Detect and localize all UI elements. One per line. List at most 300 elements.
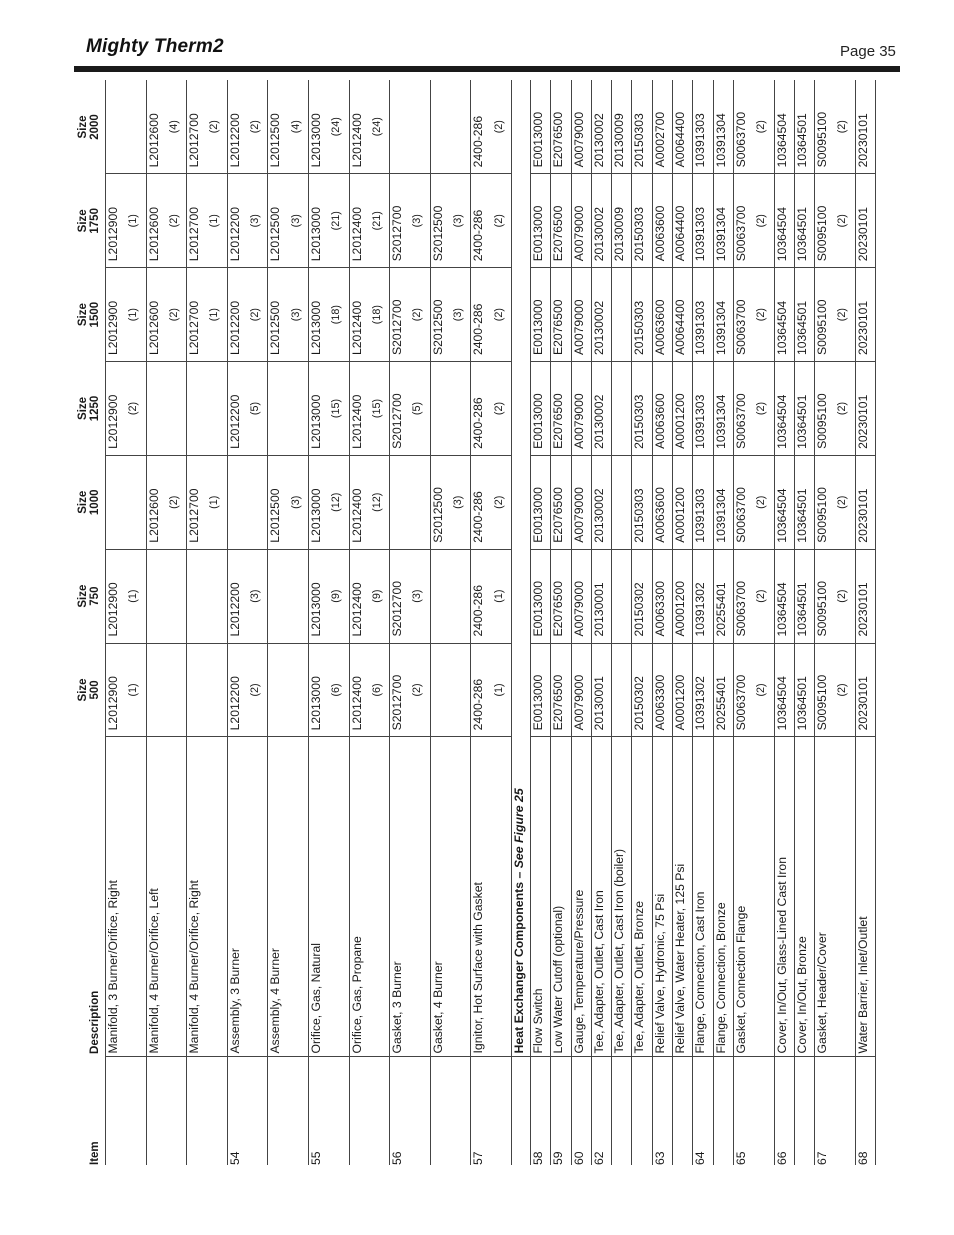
- part-quantity: (5): [409, 362, 430, 456]
- part-quantity: (3): [247, 174, 268, 268]
- quantity-row: [328, 80, 349, 1165]
- item-spacer: [369, 1057, 390, 1165]
- part-quantity: (24): [328, 80, 349, 174]
- part-number: [268, 643, 288, 737]
- part-quantity: (1): [125, 174, 146, 268]
- part-number: A0063600: [652, 362, 672, 456]
- part-number: [187, 549, 207, 643]
- part-quantity: [166, 549, 187, 643]
- part-quantity: [206, 643, 227, 737]
- part-description: Flow Switch: [530, 737, 550, 1057]
- part-number: 10364501: [794, 455, 814, 549]
- table-row: [268, 80, 288, 1165]
- header-size: Size 1000: [77, 489, 101, 516]
- part-number: S2012700: [390, 174, 410, 268]
- part-number: A0079000: [571, 455, 591, 549]
- table-row: [673, 80, 693, 1165]
- part-quantity: (2): [166, 455, 187, 549]
- part-number: L2012700: [187, 455, 207, 549]
- part-quantity: (2): [753, 268, 774, 362]
- part-quantity: (2): [409, 643, 430, 737]
- part-number: 10391303: [693, 174, 713, 268]
- table-row: [774, 80, 794, 1165]
- part-quantity: (2): [491, 455, 512, 549]
- part-number: L2012200: [227, 80, 247, 174]
- parts-table: [77, 80, 876, 1165]
- item-number: 58: [530, 1057, 550, 1165]
- part-number: 10364504: [774, 268, 794, 362]
- part-quantity: [450, 643, 471, 737]
- part-quantity: (1): [206, 455, 227, 549]
- part-number: [106, 455, 126, 549]
- part-number: 10391304: [713, 174, 733, 268]
- part-quantity: (1): [491, 643, 512, 737]
- item-number: [612, 1057, 632, 1165]
- part-quantity: (9): [328, 549, 349, 643]
- item-number: [349, 1057, 369, 1165]
- item-spacer: [206, 1057, 227, 1165]
- header-size: Size 2000: [77, 114, 101, 140]
- part-number: A0001200: [673, 362, 693, 456]
- item-spacer: [511, 1057, 530, 1165]
- part-number: 10391303: [693, 362, 713, 456]
- part-number: 10391302: [693, 643, 713, 737]
- item-number: [673, 1057, 693, 1165]
- part-number: [187, 362, 207, 456]
- part-number: L2012500: [268, 268, 288, 362]
- part-number: 10391304: [713, 80, 733, 174]
- part-number: A0002700: [652, 80, 672, 174]
- parts-table-rotated: [77, 80, 892, 1165]
- part-quantity: (12): [369, 455, 390, 549]
- part-description: Manifold, 4 Burner/Orifice, Right: [187, 737, 207, 1057]
- item-number: 55: [308, 1057, 328, 1165]
- part-description: Assembly, 3 Burner: [227, 737, 247, 1057]
- part-description: Relief Valve, Water Heater, 125 Psi: [673, 737, 693, 1057]
- part-quantity: (2): [834, 174, 855, 268]
- part-number: A0079000: [571, 80, 591, 174]
- part-number: L2012400: [349, 362, 369, 456]
- quantity-row: [450, 80, 471, 1165]
- part-number: 20230101: [855, 80, 875, 174]
- part-quantity: (21): [369, 174, 390, 268]
- table-row: [632, 80, 652, 1165]
- desc-spacer: [491, 737, 512, 1057]
- header-rule: [74, 66, 900, 72]
- item-spacer: [753, 1057, 774, 1165]
- part-number: [430, 80, 450, 174]
- part-quantity: (2): [753, 643, 774, 737]
- header-size: Size 1500: [77, 301, 101, 328]
- part-number: E2076500: [551, 174, 571, 268]
- desc-spacer: [247, 737, 268, 1057]
- part-number: L2012600: [146, 455, 166, 549]
- part-quantity: (3): [450, 268, 471, 362]
- part-number: S0095100: [815, 268, 835, 362]
- part-quantity: (2): [491, 362, 512, 456]
- item-number: [268, 1057, 288, 1165]
- part-number: E2076500: [551, 549, 571, 643]
- table-row: [733, 80, 753, 1165]
- quantity-row: [166, 80, 187, 1165]
- part-quantity: (2): [834, 80, 855, 174]
- item-number: 66: [774, 1057, 794, 1165]
- part-number: A0063300: [652, 549, 672, 643]
- part-quantity: [206, 549, 227, 643]
- table-row: [146, 80, 166, 1165]
- part-number: L2012900: [106, 174, 126, 268]
- table-row: [713, 80, 733, 1165]
- part-number: [430, 549, 450, 643]
- part-number: 20230101: [855, 455, 875, 549]
- table-row: [430, 80, 450, 1165]
- table-row: [815, 80, 835, 1165]
- part-description: Cover, In/Out, Bronze: [794, 737, 814, 1057]
- part-number: 20150302: [632, 643, 652, 737]
- part-number: [612, 268, 632, 362]
- part-number: A0001200: [673, 643, 693, 737]
- part-number: E0013000: [530, 268, 550, 362]
- part-number: E2076500: [551, 362, 571, 456]
- part-number: A0079000: [571, 549, 591, 643]
- part-quantity: (3): [288, 268, 309, 362]
- part-quantity: (6): [369, 643, 390, 737]
- part-quantity: (2): [753, 362, 774, 456]
- desc-spacer: [166, 737, 187, 1057]
- table-row: [227, 80, 247, 1165]
- page-number: Page 35: [840, 43, 896, 60]
- part-quantity: (5): [247, 362, 268, 456]
- section-label: Heat Exchanger Components –: [511, 868, 526, 1054]
- part-number: L2012400: [349, 455, 369, 549]
- part-number: [430, 643, 450, 737]
- part-number: 20130001: [591, 643, 611, 737]
- part-quantity: (12): [328, 455, 349, 549]
- part-quantity: (2): [206, 80, 227, 174]
- part-number: E2076500: [551, 455, 571, 549]
- part-quantity: (2): [491, 268, 512, 362]
- part-quantity: [450, 549, 471, 643]
- part-description: Flange, Connection, Bronze: [713, 737, 733, 1057]
- part-number: L2012400: [349, 643, 369, 737]
- part-number: 20230101: [855, 268, 875, 362]
- item-spacer: [125, 1057, 146, 1165]
- part-number: A0079000: [571, 362, 591, 456]
- part-number: [612, 549, 632, 643]
- item-number: 56: [390, 1057, 410, 1165]
- part-description: Tee, Adapter, Outlet, Cast Iron: [591, 737, 611, 1057]
- part-number: [612, 643, 632, 737]
- part-quantity: [247, 455, 268, 549]
- part-number: 10364504: [774, 549, 794, 643]
- part-number: [106, 80, 126, 174]
- part-number: [227, 455, 247, 549]
- item-number: 67: [815, 1057, 835, 1165]
- part-number: 10364504: [774, 174, 794, 268]
- part-description: Relief Valve, Hydronic, 75 Psi: [652, 737, 672, 1057]
- part-number: S2012700: [390, 643, 410, 737]
- part-number: A0079000: [571, 174, 591, 268]
- part-number: 20130001: [591, 549, 611, 643]
- part-number: E2076500: [551, 80, 571, 174]
- desc-spacer: [328, 737, 349, 1057]
- part-number: 20130002: [591, 80, 611, 174]
- part-number: L2012600: [146, 268, 166, 362]
- part-number: [268, 362, 288, 456]
- section-header-row: [511, 80, 530, 1165]
- part-number: L2012400: [349, 80, 369, 174]
- part-number: 2400-286: [471, 455, 491, 549]
- part-number: L2012200: [227, 549, 247, 643]
- part-quantity: (9): [369, 549, 390, 643]
- part-number: L2012200: [227, 362, 247, 456]
- header-size: Size 1750: [77, 208, 101, 234]
- part-number: A0079000: [571, 643, 591, 737]
- part-quantity: [409, 80, 430, 174]
- part-number: E0013000: [530, 549, 550, 643]
- part-number: L2012600: [146, 80, 166, 174]
- part-quantity: (2): [834, 549, 855, 643]
- part-number: [390, 455, 410, 549]
- desc-spacer: [753, 737, 774, 1057]
- part-number: 10364501: [794, 643, 814, 737]
- part-quantity: [409, 455, 430, 549]
- part-number: S0095100: [815, 174, 835, 268]
- item-spacer: [834, 1057, 855, 1165]
- part-number: [268, 549, 288, 643]
- item-spacer: [450, 1057, 471, 1165]
- part-quantity: (3): [409, 549, 430, 643]
- part-number: S2012500: [430, 174, 450, 268]
- part-number: 10364501: [794, 268, 814, 362]
- desc-spacer: [125, 737, 146, 1057]
- header-description: Description: [89, 990, 101, 1054]
- desc-spacer: [206, 737, 227, 1057]
- part-number: A0063600: [652, 174, 672, 268]
- table-row: [612, 80, 632, 1165]
- part-description: Orifice, Gas, Propane: [349, 737, 369, 1057]
- part-quantity: (1): [125, 268, 146, 362]
- part-quantity: (2): [247, 80, 268, 174]
- item-spacer: [409, 1057, 430, 1165]
- item-spacer: [491, 1057, 512, 1165]
- part-description: Gasket, 3 Burner: [390, 737, 410, 1057]
- table-row: [652, 80, 672, 1165]
- part-number: L2013000: [308, 362, 328, 456]
- part-description: Water Barrier, Inlet/Outlet: [855, 737, 875, 1057]
- table-row: [390, 80, 410, 1165]
- part-number: A0001200: [673, 455, 693, 549]
- part-quantity: (2): [834, 643, 855, 737]
- part-number: S0063700: [733, 455, 753, 549]
- part-number: S0095100: [815, 643, 835, 737]
- part-quantity: [450, 362, 471, 456]
- part-number: A0063600: [652, 455, 672, 549]
- part-number: 10391303: [693, 268, 713, 362]
- part-quantity: (2): [166, 268, 187, 362]
- part-number: 20230101: [855, 643, 875, 737]
- part-number: 20130009: [612, 174, 632, 268]
- part-number: A0079000: [571, 268, 591, 362]
- part-number: A0063300: [652, 643, 672, 737]
- part-number: E0013000: [530, 362, 550, 456]
- part-quantity: (4): [288, 80, 309, 174]
- quantity-row: [753, 80, 774, 1165]
- part-number: 20230101: [855, 362, 875, 456]
- part-number: 20150303: [632, 174, 652, 268]
- part-description: Ignitor, Hot Surface with Gasket: [471, 737, 491, 1057]
- part-quantity: (2): [753, 549, 774, 643]
- part-description: Manifold, 4 Burner/Orifice, Left: [146, 737, 166, 1057]
- part-description: Tee, Adapter, Outlet, Cast Iron (boiler): [612, 737, 632, 1057]
- part-number: L2012200: [227, 174, 247, 268]
- part-number: L2012600: [146, 174, 166, 268]
- table-row: [794, 80, 814, 1165]
- part-number: 2400-286: [471, 362, 491, 456]
- table-row: [308, 80, 328, 1165]
- part-quantity: (6): [328, 643, 349, 737]
- part-number: [612, 455, 632, 549]
- item-number: [187, 1057, 207, 1165]
- table-row: [349, 80, 369, 1165]
- table-header-row: [77, 80, 106, 1165]
- part-quantity: (2): [409, 268, 430, 362]
- part-number: L2012500: [268, 174, 288, 268]
- part-number: 20150303: [632, 268, 652, 362]
- part-description: Orifice, Gas, Natural: [308, 737, 328, 1057]
- part-quantity: [125, 80, 146, 174]
- quantity-row: [491, 80, 512, 1165]
- part-number: 20150303: [632, 455, 652, 549]
- part-quantity: (2): [247, 268, 268, 362]
- part-number: L2012900: [106, 549, 126, 643]
- part-number: E0013000: [530, 174, 550, 268]
- part-quantity: (15): [328, 362, 349, 456]
- part-number: 2400-286: [471, 174, 491, 268]
- part-number: L2012700: [187, 268, 207, 362]
- item-number: 62: [591, 1057, 611, 1165]
- item-spacer: [288, 1057, 309, 1165]
- part-quantity: (2): [247, 643, 268, 737]
- part-quantity: [206, 362, 227, 456]
- part-number: S0063700: [733, 268, 753, 362]
- part-quantity: (1): [206, 174, 227, 268]
- item-number: 57: [471, 1057, 491, 1165]
- quantity-row: [288, 80, 309, 1165]
- part-number: E0013000: [530, 643, 550, 737]
- item-spacer: [247, 1057, 268, 1165]
- part-quantity: (1): [491, 549, 512, 643]
- part-quantity: (21): [328, 174, 349, 268]
- part-number: L2013000: [308, 174, 328, 268]
- part-quantity: [450, 80, 471, 174]
- part-quantity: (3): [450, 455, 471, 549]
- part-description: Flange, Connection, Cast Iron: [693, 737, 713, 1057]
- item-number: 68: [855, 1057, 875, 1165]
- part-number: L2012200: [227, 643, 247, 737]
- part-number: S0063700: [733, 80, 753, 174]
- part-number: E2076500: [551, 643, 571, 737]
- part-quantity: (2): [834, 455, 855, 549]
- part-number: 20130002: [591, 362, 611, 456]
- item-number: 60: [571, 1057, 591, 1165]
- part-number: 2400-286: [471, 268, 491, 362]
- part-description: Gasket, 4 Burner: [430, 737, 450, 1057]
- part-number: 10391304: [713, 362, 733, 456]
- quantity-row: [834, 80, 855, 1165]
- part-description: Cover, In/Out, Glass-Lined Cast Iron: [774, 737, 794, 1057]
- desc-spacer: [409, 737, 430, 1057]
- part-quantity: (2): [834, 268, 855, 362]
- quantity-row: [409, 80, 430, 1165]
- part-number: L2012500: [268, 455, 288, 549]
- section-heading: [511, 80, 530, 1057]
- part-description: Low Water Cutoff (optional): [551, 737, 571, 1057]
- part-number: S0063700: [733, 362, 753, 456]
- item-number: 65: [733, 1057, 753, 1165]
- part-quantity: (3): [288, 455, 309, 549]
- item-number: [794, 1057, 814, 1165]
- header-size: Size 1250: [77, 395, 101, 422]
- quantity-row: [369, 80, 390, 1165]
- item-number: [146, 1057, 166, 1165]
- part-number: L2012200: [227, 268, 247, 362]
- header-size: Size 750: [77, 584, 101, 608]
- part-number: 20130002: [591, 455, 611, 549]
- part-quantity: (2): [753, 455, 774, 549]
- part-number: [146, 362, 166, 456]
- part-number: 10364501: [794, 549, 814, 643]
- part-number: L2013000: [308, 643, 328, 737]
- table-row: [106, 80, 126, 1165]
- part-number: S2012700: [390, 549, 410, 643]
- desc-spacer: [288, 737, 309, 1057]
- part-quantity: (3): [409, 174, 430, 268]
- quantity-row: [206, 80, 227, 1165]
- part-quantity: (2): [166, 174, 187, 268]
- item-number: 54: [227, 1057, 247, 1165]
- part-number: 2400-286: [471, 643, 491, 737]
- part-number: L2013000: [308, 549, 328, 643]
- table-row: [571, 80, 591, 1165]
- part-number: L2012700: [187, 80, 207, 174]
- part-number: 20130002: [591, 174, 611, 268]
- part-number: A0063600: [652, 268, 672, 362]
- part-quantity: [166, 362, 187, 456]
- part-number: S0063700: [733, 549, 753, 643]
- part-number: L2012400: [349, 174, 369, 268]
- desc-spacer: [450, 737, 471, 1057]
- part-quantity: (15): [369, 362, 390, 456]
- part-number: 20130002: [591, 268, 611, 362]
- part-quantity: [288, 362, 309, 456]
- part-number: L2012500: [268, 80, 288, 174]
- table-row: [693, 80, 713, 1165]
- part-quantity: [288, 643, 309, 737]
- part-description: Manifold, 3 Burner/Orifice, Right: [106, 737, 126, 1057]
- part-description: Tee, Adapter, Outlet, Bronze: [632, 737, 652, 1057]
- part-number: E0013000: [530, 80, 550, 174]
- part-number: A0064400: [673, 268, 693, 362]
- part-quantity: (3): [288, 174, 309, 268]
- part-quantity: (3): [450, 174, 471, 268]
- document-title: Mighty Therm2: [86, 36, 224, 57]
- part-number: 2400-286: [471, 549, 491, 643]
- item-number: [106, 1057, 126, 1165]
- part-number: L2012400: [349, 549, 369, 643]
- part-quantity: (18): [328, 268, 349, 362]
- part-number: 10364501: [794, 174, 814, 268]
